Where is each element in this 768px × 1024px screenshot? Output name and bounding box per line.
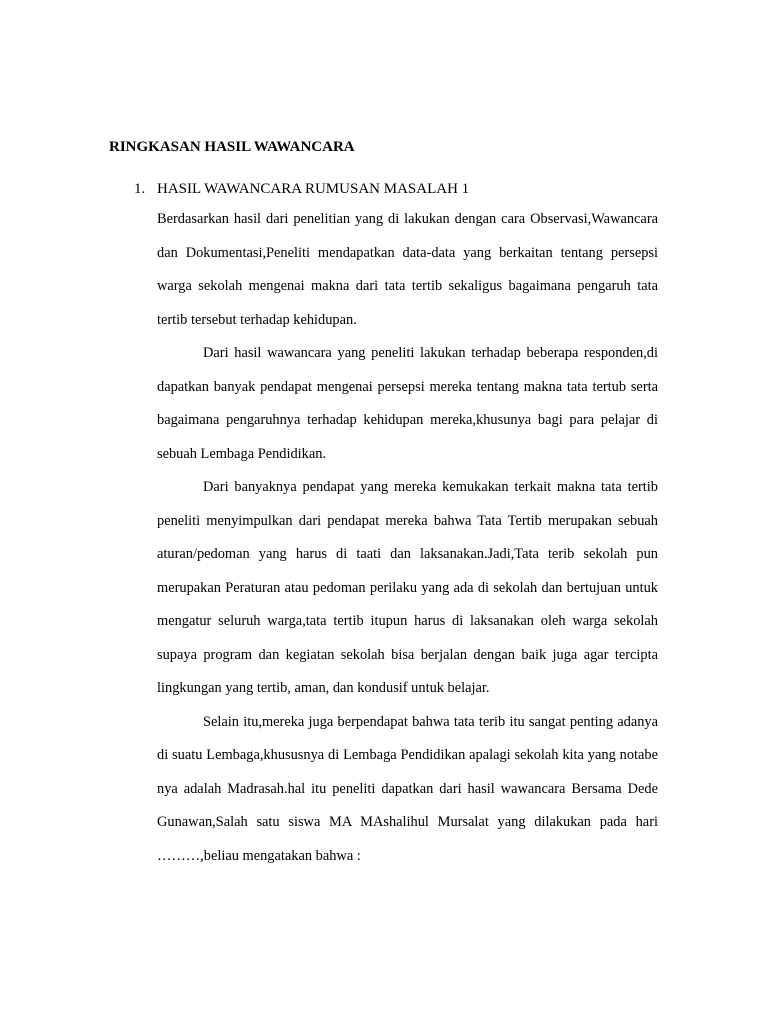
paragraph-1: Berdasarkan hasil dari penelitian yang di lakukan dengan cara Observasi,Wawancara dan Dokumentasi,Peneliti mendapatkan data-data yang berkaitan tentang persepsi warga sekolah mengenai makna dari tata tertib sekaligus bagaimana pengaruh tata tertib tersebut terhadap kehidupan. [157, 211, 658, 328]
document-title: RINGKASAN HASIL WAWANCARA [109, 139, 355, 155]
paragraph-3: Dari banyaknya pendapat yang mereka kemukakan terkait makna tata tertib peneliti menyimpulkan dari pendapat mereka bahwa Tata Tertib merupakan sebuah aturan/pedoman yang harus di taati dan laksanakan.Jadi,Tata terib sekolah pun merupakan Peraturan atau pedoman perilaku yang ada di sekolah dan bertujuan untuk mengatur seluruh warga,tata tertib itupun harus di laksanakan oleh warga sekolah supaya program dan kegiatan sekolah bisa berjalan dengan baik juga agar tercipta lingkungan yang tertib, aman, dan kondusif untuk belajar. [157, 479, 658, 696]
section-heading: HASIL WAWANCARA RUMUSAN MASALAH 1 [157, 181, 470, 197]
paragraph-2: Dari hasil wawancara yang peneliti lakukan terhadap beberapa responden,di dapatkan banyak pendapat mengenai persepsi mereka tentang makna tata tertub serta bagaimana pengaruhnya terhadap kehidupan mereka,khusunya bagi para pelajar di sebuah Lembaga Pendidikan. [157, 345, 658, 462]
paragraph-4: Selain itu,mereka juga berpendapat bahwa tata terib itu sangat penting adanya di suatu Lembaga,khususnya di Lembaga Pendidikan apalagi sekolah kita yang notabe nya adalah Madrasah.hal itu peneliti dapatkan dari hasil wawancara Bersama Dede Gunawan,Salah satu siswa MA MAshalihul Mursalat yang dilakukan pada hari ………,beliau mengatakan bahwa : [157, 713, 658, 864]
section-number: 1. [134, 181, 146, 197]
section-body [157, 203, 658, 873]
